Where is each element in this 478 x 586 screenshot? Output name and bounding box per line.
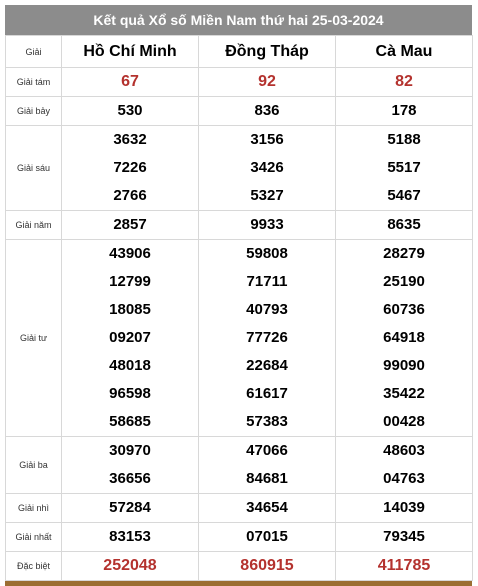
- result-number: 22684: [246, 357, 288, 374]
- result-number: 178: [391, 102, 417, 119]
- result-number: 58685: [109, 413, 151, 430]
- bottom-divider: [5, 581, 472, 586]
- result-number: 64918: [383, 329, 425, 346]
- result-number: 00428: [383, 413, 425, 430]
- result-number: 7226: [113, 159, 147, 176]
- province-ho-chi-minh[interactable]: Hồ Chí Minh: [62, 36, 199, 68]
- prize-label: Giải sáu: [6, 126, 62, 211]
- result-number: 2857: [113, 216, 147, 233]
- prize-column-header: Giải: [6, 36, 62, 68]
- prize-label: Giải tám: [6, 68, 62, 97]
- result-number: 07015: [246, 528, 288, 545]
- prize-label: Giải nhất: [6, 523, 62, 552]
- prize-row-dac-biet: [6, 552, 473, 581]
- result-number: 79345: [383, 528, 425, 545]
- result-number: 47066: [246, 442, 288, 459]
- result-number: 530: [117, 102, 143, 119]
- result-number: 71711: [246, 273, 288, 290]
- result-number: 3156: [250, 131, 284, 148]
- result-number: 92: [258, 73, 276, 90]
- result-number: 77726: [246, 329, 288, 346]
- prize-label: Giải bảy: [6, 97, 62, 126]
- result-number: 14039: [383, 499, 425, 516]
- result-number: 30970: [109, 442, 151, 459]
- result-number: 836: [254, 102, 280, 119]
- prize-row-giai-ba: [6, 437, 473, 494]
- result-number: 48603: [383, 442, 425, 459]
- prize-row-giai-tu: [6, 240, 473, 437]
- prize-row-giai-tam: [6, 68, 473, 97]
- result-number: 35422: [383, 385, 425, 402]
- prize-label: Đặc biệt: [6, 552, 62, 581]
- prize-label: Giải năm: [6, 211, 62, 240]
- result-number: 43906: [109, 245, 151, 262]
- prize-row-giai-bay: [6, 97, 473, 126]
- result-number: 3632: [113, 131, 147, 148]
- special-prize-number: 252048: [103, 557, 157, 574]
- prize-label: Giải nhì: [6, 494, 62, 523]
- result-number: 57383: [246, 413, 288, 430]
- result-number: 67: [121, 73, 139, 90]
- result-number: 96598: [109, 385, 151, 402]
- result-number: 34654: [246, 499, 288, 516]
- result-number: 5327: [250, 187, 284, 204]
- result-number: 57284: [109, 499, 151, 516]
- result-number: 60736: [383, 301, 425, 318]
- results-card: [5, 5, 472, 579]
- result-number: 25190: [383, 273, 425, 290]
- result-number: 5467: [387, 187, 421, 204]
- result-number: 9933: [250, 216, 284, 233]
- results-table: [5, 35, 473, 581]
- prize-label: Giải tư: [6, 240, 62, 437]
- province-ca-mau[interactable]: Cà Mau: [336, 36, 473, 68]
- prize-label: Giải ba: [6, 437, 62, 494]
- result-number: 48018: [109, 357, 151, 374]
- prize-row-giai-nhi: [6, 494, 473, 523]
- prize-row-giai-nam: [6, 211, 473, 240]
- province-dong-thap[interactable]: Đồng Tháp: [199, 36, 336, 68]
- result-number: 84681: [246, 470, 288, 487]
- result-number: 09207: [109, 329, 151, 346]
- special-prize-number: 860915: [240, 557, 294, 574]
- result-number: 83153: [109, 528, 151, 545]
- result-number: 5188: [387, 131, 421, 148]
- results-title: Kết quả Xổ số Miền Nam thứ hai 25-03-2024: [5, 5, 472, 35]
- result-number: 8635: [387, 216, 421, 233]
- result-number: 18085: [109, 301, 151, 318]
- result-number: 3426: [250, 159, 284, 176]
- result-number: 2766: [113, 187, 147, 204]
- result-number: 99090: [383, 357, 425, 374]
- result-number: 61617: [246, 385, 288, 402]
- result-number: 36656: [109, 470, 151, 487]
- result-number: 40793: [246, 301, 288, 318]
- prize-row-giai-sau: [6, 126, 473, 211]
- result-number: 59808: [246, 245, 288, 262]
- header-row: [6, 36, 473, 68]
- result-number: 12799: [109, 273, 151, 290]
- prize-row-giai-nhat: [6, 523, 473, 552]
- result-number: 5517: [387, 159, 421, 176]
- special-prize-number: 411785: [377, 557, 431, 574]
- result-number: 82: [395, 73, 413, 90]
- result-number: 04763: [383, 470, 425, 487]
- result-number: 28279: [383, 245, 425, 262]
